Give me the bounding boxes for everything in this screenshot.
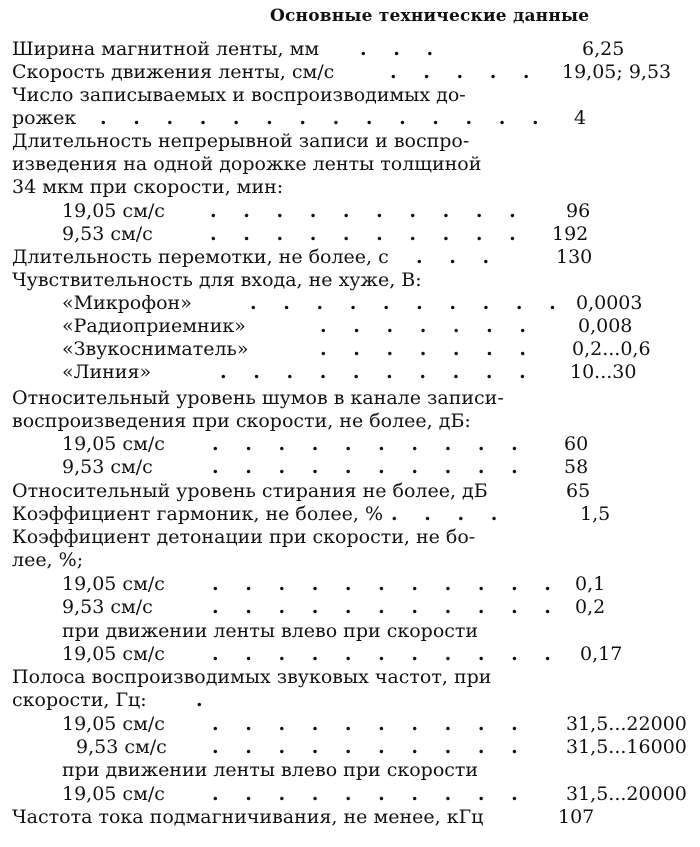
spec-row [0,480,700,503]
spec-row [0,84,700,107]
spec-label: Полоса воспроизводимых звуковых частот, при [12,666,492,688]
spec-value: 0,2 [575,596,606,618]
spec-label: 9,53 см/с [76,736,167,758]
spec-row [0,292,700,315]
leader-dots: . [196,689,213,711]
spec-label: «Линия» [62,361,152,383]
leader-dots: . . . . . . . . . . . [212,573,561,595]
leader-dots: . . . . . . . . . . [212,713,528,735]
spec-label: «Звукосниматель» [62,338,249,360]
spec-row [0,269,700,292]
spec-row [0,200,700,223]
leader-dots: . . . . . . . . . . . [212,643,561,665]
leader-dots: . . . . . [390,61,540,83]
spec-value: 19,05; 9,53 [562,61,672,83]
spec-value: 65 [566,480,591,502]
spec-label: Коэффициент детонации при скорости, не бо- [12,526,476,548]
spec-row [0,38,700,61]
leader-dots: . . . . . . . . . . [212,433,528,455]
spec-value: 0,17 [580,643,623,665]
leader-dots: . . . . . . . [320,338,536,360]
leader-dots: . . . . . . . . . . [212,783,528,805]
spec-row [0,713,700,736]
spec-row [0,736,700,759]
spec-row [0,759,700,782]
spec-label: Коэффициент гармоник, не более, % [12,503,383,525]
spec-value: 0,2...0,6 [572,338,651,360]
leader-dots: . . . . . . . [320,315,536,337]
spec-label: скорости, Гц: [12,689,147,711]
leader-dots: . . . . [391,503,508,525]
spec-label: 19,05 см/с [62,433,165,455]
spec-label: воспроизведения при скорости, не более, дБ: [12,410,471,432]
spec-value: 130 [556,246,593,268]
spec-label: Относительный уровень шумов в канале записи- [12,387,504,409]
spec-row [0,620,700,643]
spec-value: 58 [564,456,589,478]
spec-value: 6,25 [582,38,625,60]
spec-label: 34 мкм при скорости, мин: [12,176,284,198]
spec-label: «Микрофон» [62,292,192,314]
spec-label: 19,05 см/с [62,573,165,595]
spec-value: 107 [558,806,595,828]
spec-row [0,361,700,384]
spec-row [0,689,700,712]
spec-value: 60 [564,433,589,455]
leader-dots: . . . [416,246,500,268]
spec-label: 19,05 см/с [62,200,165,222]
page-title: Основные технические данные [270,6,590,26]
spec-value: 96 [566,200,591,222]
leader-dots: . . . [360,38,444,60]
spec-row [0,596,700,619]
spec-label: рожек [12,107,77,129]
spec-value: 31,5...22000 [566,713,687,735]
spec-label: Длительность перемотки, не более, с [12,246,389,268]
spec-label: Длительность непрерывной записи и воспро- [12,130,470,152]
spec-label: 19,05 см/с [62,783,165,805]
leader-dots: . . . . . . . . . . [212,456,528,478]
spec-row [0,338,700,361]
spec-label: 9,53 см/с [62,456,153,478]
spec-label: 9,53 см/с [62,223,153,245]
spec-value: 10...30 [570,361,637,383]
leader-dots: . . . . . . . . . . [210,200,526,222]
spec-label: изведения на одной дорожке ленты толщиной [12,153,482,175]
spec-row [0,153,700,176]
spec-label: Ширина магнитной ленты, мм [12,38,320,60]
spec-row [0,549,700,572]
spec-row [0,643,700,666]
leader-dots: . . . . . . . . . . [250,292,566,314]
spec-row [0,783,700,806]
spec-value: 31,5...16000 [566,736,687,758]
spec-label: 19,05 см/с [62,713,165,735]
spec-value: 0,1 [575,573,606,595]
spec-row [0,176,700,199]
spec-row [0,130,700,153]
spec-label: 9,53 см/с [62,596,153,618]
spec-label: Скорость движения ленты, см/с [12,61,335,83]
spec-label: Число записываемых и воспроизводимых до- [12,84,466,106]
spec-label: Относительный уровень стирания не более, дБ [12,480,488,502]
spec-value: 0,0003 [576,292,643,314]
spec-row [0,573,700,596]
spec-label: Частота тока подмагничивания, не менее, кГц [12,806,484,828]
spec-row [0,107,700,130]
leader-dots: . . . . . . . . . . [220,361,536,383]
spec-row [0,223,700,246]
spec-value: 1,5 [580,503,611,525]
spec-row [0,503,700,526]
spec-row [0,433,700,456]
spec-label: Чувствительность для входа, не хуже, В: [12,269,422,291]
spec-label: при движении ленты влево при скорости [62,759,479,781]
spec-label: лее, %; [12,549,84,571]
spec-row [0,526,700,549]
spec-row [0,387,700,410]
spec-label: 19,05 см/с [62,643,165,665]
spec-value: 4 [574,107,587,129]
leader-dots: . . . . . . . . . . . . . . [100,107,549,129]
spec-row [0,315,700,338]
spec-label: при движении ленты влево при скорости [62,620,479,642]
spec-row [0,806,700,829]
spec-row [0,246,700,269]
spec-row [0,61,700,84]
spec-row [0,456,700,479]
leader-dots: . . . . . . . . . . . [212,596,561,618]
spec-value: 192 [552,223,589,245]
leader-dots: . . . . . . . . . . [210,223,526,245]
spec-value: 0,008 [578,315,633,337]
spec-row [0,666,700,689]
spec-row [0,410,700,433]
spec-label: «Радиоприемник» [62,315,246,337]
spec-value: 31,5...20000 [566,783,687,805]
leader-dots: . . . . . . . . . . [212,736,528,758]
